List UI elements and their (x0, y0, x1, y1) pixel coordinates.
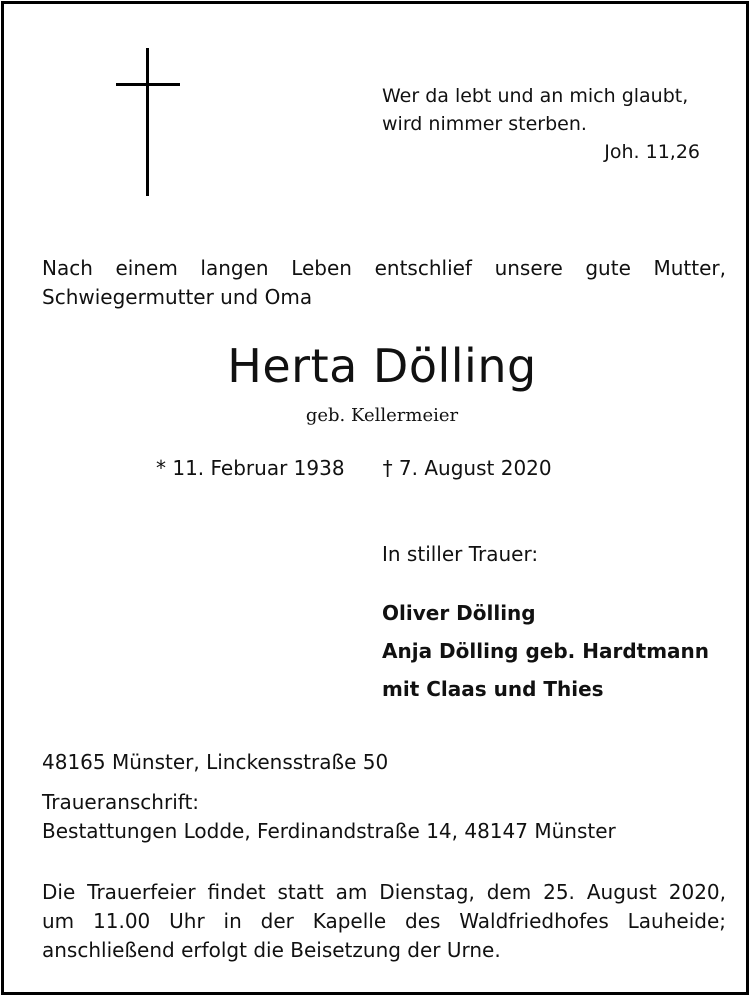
cross-icon (116, 48, 180, 196)
intro-line: Nach einem langen Leben entschlief unsere gute Mutter, (42, 256, 726, 280)
verse-reference: Joh. 11,26 (604, 141, 700, 163)
verse-line: wird nimmer sterben. (382, 113, 587, 135)
mourner-name: mit Claas und Thies (382, 677, 604, 701)
mourner-name: Anja Dölling geb. Hardtmann (382, 639, 710, 663)
mourning-address-value: Bestattungen Lodde, Ferdinandstraße 14, 48147 Münster (42, 819, 616, 843)
home-address: 48165 Münster, Linckensstraße 50 (42, 750, 389, 774)
birth-date: * 11. Februar 1938 (156, 456, 345, 480)
mourner-name: Oliver Dölling (382, 601, 536, 625)
life-dates (156, 454, 656, 482)
mourning-heading: In stiller Trauer: (382, 542, 539, 566)
mourning-address (42, 788, 616, 846)
intro-text (42, 254, 726, 312)
intro-line: Schwiegermutter und Oma (42, 285, 313, 309)
ceremony-line: anschließend erfolgt die Beisetzung der Urne. (42, 938, 501, 962)
mourning-address-label: Traueranschrift: (42, 790, 200, 814)
death-date: † 7. August 2020 (382, 456, 552, 480)
ceremony-line: Die Trauerfeier findet statt am Dienstag, dem 25. August 2020, (42, 880, 726, 904)
ceremony-line: um 11.00 Uhr in der Kapelle des Waldfriedhofes Lauheide; (42, 909, 726, 933)
verse-line: Wer da lebt und an mich glaubt, (382, 85, 689, 107)
birth-name: geb. Kellermeier (305, 405, 459, 426)
obituary-frame (1, 1, 749, 995)
bible-verse (382, 82, 712, 166)
mourner-list (382, 594, 709, 708)
deceased-name: Herta Dölling (227, 339, 537, 393)
ceremony-info (42, 878, 726, 965)
